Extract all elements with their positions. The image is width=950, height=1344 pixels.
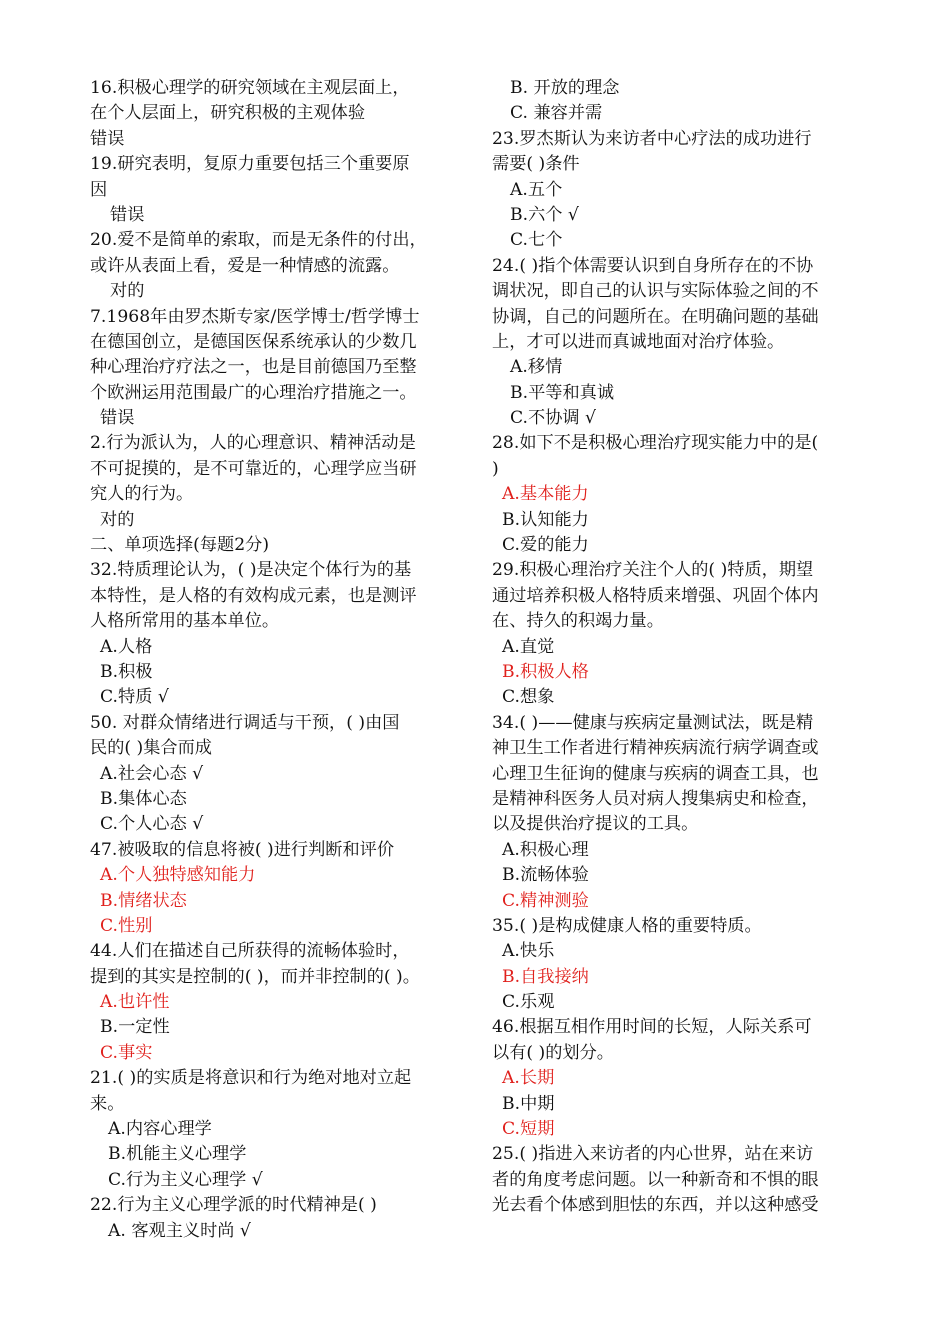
- text-line: A. 客观主义时尚 √: [108, 1220, 251, 1241]
- text-line: 错误: [90, 128, 125, 149]
- text-line: C. 兼容并需: [510, 103, 603, 124]
- text-line: 21.( )的实质是将意识和行为绝对地对立起: [90, 1068, 412, 1089]
- text-line: 46.根据互相作用时间的长短，人际关系可: [492, 1017, 812, 1038]
- text-line: 心理卫生征询的健康与疾病的调查工具，也: [492, 763, 819, 784]
- text-line: 者的角度考虑问题。以一种新奇和不惧的眼: [492, 1169, 819, 1190]
- text-line: 23.罗杰斯认为来访者中心疗法的成功进行: [492, 128, 812, 149]
- text-line: B.六个 √: [510, 204, 579, 225]
- text-line: 究人的行为。: [90, 484, 194, 505]
- text-line: 上，才可以进而真诚地面对治疗体验。: [492, 331, 785, 352]
- text-line: A.长期: [502, 1068, 555, 1089]
- text-line: 或许从表面上看，爱是一种情感的流露。: [90, 255, 400, 276]
- text-line: 44.人们在描述自己所获得的流畅体验时，: [90, 941, 410, 962]
- text-line: B.中期: [502, 1093, 555, 1114]
- text-line: 以及提供治疗提议的工具。: [492, 814, 699, 835]
- text-line: 对的: [100, 509, 135, 530]
- text-line: 提到的其实是控制的( )，而并非控制的( )。: [90, 966, 420, 987]
- text-line: B.认知能力: [502, 509, 589, 530]
- right-column: [492, 76, 864, 1219]
- text-line: A.个人独特感知能力: [100, 865, 256, 886]
- text-line: C.短期: [502, 1119, 555, 1140]
- text-line: B.积极人格: [502, 661, 589, 682]
- text-line: 50. 对群众情绪进行调适与干预，( )由国: [90, 712, 400, 733]
- text-line: C.行为主义心理学 √: [108, 1169, 263, 1190]
- text-line: 民的( )集合而成: [90, 738, 212, 759]
- text-line: 来。: [90, 1093, 125, 1114]
- text-line: 32.特质理论认为，( )是决定个体行为的基: [90, 560, 412, 581]
- text-line: C.想象: [502, 687, 555, 708]
- text-line: 34.( )——健康与疾病定量测试法，既是精: [492, 712, 814, 733]
- text-line: A.移情: [510, 357, 563, 378]
- text-line: 29.积极心理治疗关注个人的( )特质，期望: [492, 560, 814, 581]
- text-line: 19.研究表明，复原力重要包括三个重要原: [90, 154, 410, 175]
- text-line: 22.行为主义心理学派的时代精神是( ): [90, 1195, 377, 1216]
- text-line: B.情绪状态: [100, 890, 187, 911]
- text-line: B.一定性: [100, 1017, 170, 1038]
- text-line: 不可捉摸的，是不可靠近的，心理学应当研: [90, 458, 417, 479]
- text-line: 2.行为派认为，人的心理意识、精神活动是: [90, 433, 416, 454]
- text-line: 协调，自己的问题所在。在明确问题的基础: [492, 306, 819, 327]
- text-line: 24.( )指个体需要认识到自身所存在的不协: [492, 255, 814, 276]
- text-line: C.不协调 √: [510, 408, 596, 429]
- text-line: B.自我接纳: [502, 966, 589, 987]
- left-column: [90, 76, 470, 1244]
- text-line: A.直觉: [502, 636, 555, 657]
- text-line: C.特质 √: [100, 687, 169, 708]
- text-line: B.积极: [100, 661, 153, 682]
- text-line: 错误: [110, 204, 145, 225]
- text-line: A.社会心态 √: [100, 763, 204, 784]
- text-line: 神卫生工作者进行精神疾病流行病学调查或: [492, 738, 819, 759]
- text-line: A.内容心理学: [108, 1119, 212, 1140]
- text-line: 以有( )的划分。: [492, 1042, 614, 1063]
- text-line: B. 开放的理念: [510, 78, 620, 98]
- text-line: 因: [90, 179, 108, 200]
- text-line: 是精神科医务人员对病人搜集病史和检查，: [492, 788, 819, 809]
- text-line: 16.积极心理学的研究领域在主观层面上，: [90, 78, 410, 98]
- text-line: B.集体心态: [100, 788, 187, 809]
- text-line: C.事实: [100, 1042, 153, 1063]
- text-line: 人格所常用的基本单位。: [90, 611, 280, 632]
- text-line: 通过培养积极人格特质来增强、巩固个体内: [492, 585, 819, 606]
- text-line: 光去看个体感到胆怯的东西，并以这种感受: [492, 1195, 819, 1216]
- text-line: 本特性，是人格的有效构成元素，也是测评: [90, 585, 417, 606]
- text-line: 需要( )条件: [492, 154, 580, 175]
- text-line: 错误: [100, 408, 135, 429]
- text-line: A.快乐: [502, 941, 555, 962]
- text-line: C.乐观: [502, 992, 555, 1013]
- text-line: 35.( )是构成健康人格的重要特质。: [492, 915, 762, 936]
- text-line: C.性别: [100, 915, 153, 936]
- text-line: A.五个: [510, 179, 563, 200]
- text-line: 在德国创立，是德国医保系统承认的少数几: [90, 331, 417, 352]
- text-line: 调状况，即自己的认识与实际体验之间的不: [492, 281, 819, 302]
- text-line: A.积极心理: [502, 839, 589, 860]
- text-line: A.人格: [100, 636, 153, 657]
- text-line: 对的: [110, 281, 145, 302]
- text-line: 28.如下不是积极心理治疗现实能力中的是(: [492, 433, 819, 454]
- text-line: C.个人心态 √: [100, 814, 204, 835]
- text-line: 47.被吸取的信息将被( )进行判断和评价: [90, 839, 395, 860]
- text-line: 个欧洲运用范围最广的心理治疗措施之一。: [90, 382, 417, 403]
- text-line: 在个人层面上，研究积极的主观体验: [90, 103, 366, 124]
- text-line: 种心理治疗疗法之一，也是目前德国乃至整: [90, 357, 417, 378]
- text-line: 7.1968年由罗杰斯专家/医学博士/哲学博士: [90, 306, 420, 327]
- text-line: C.七个: [510, 230, 563, 251]
- text-line: B.平等和真诚: [510, 382, 615, 403]
- text-line: C.精神测验: [502, 890, 589, 911]
- text-line: C.爱的能力: [502, 535, 589, 556]
- text-line: A.基本能力: [502, 484, 589, 505]
- text-line: 25.( )指进入来访者的内心世界，站在来访: [492, 1144, 814, 1165]
- text-line: B.流畅体验: [502, 865, 589, 886]
- text-line: 二、单项选择(每题2分): [90, 535, 270, 556]
- text-line: B.机能主义心理学: [108, 1144, 247, 1165]
- text-line: ): [492, 458, 499, 479]
- text-line: A.也许性: [100, 992, 170, 1013]
- text-line: 20.爱不是简单的索取，而是无条件的付出，: [90, 230, 427, 251]
- text-line: 在、持久的积竭力量。: [492, 611, 664, 632]
